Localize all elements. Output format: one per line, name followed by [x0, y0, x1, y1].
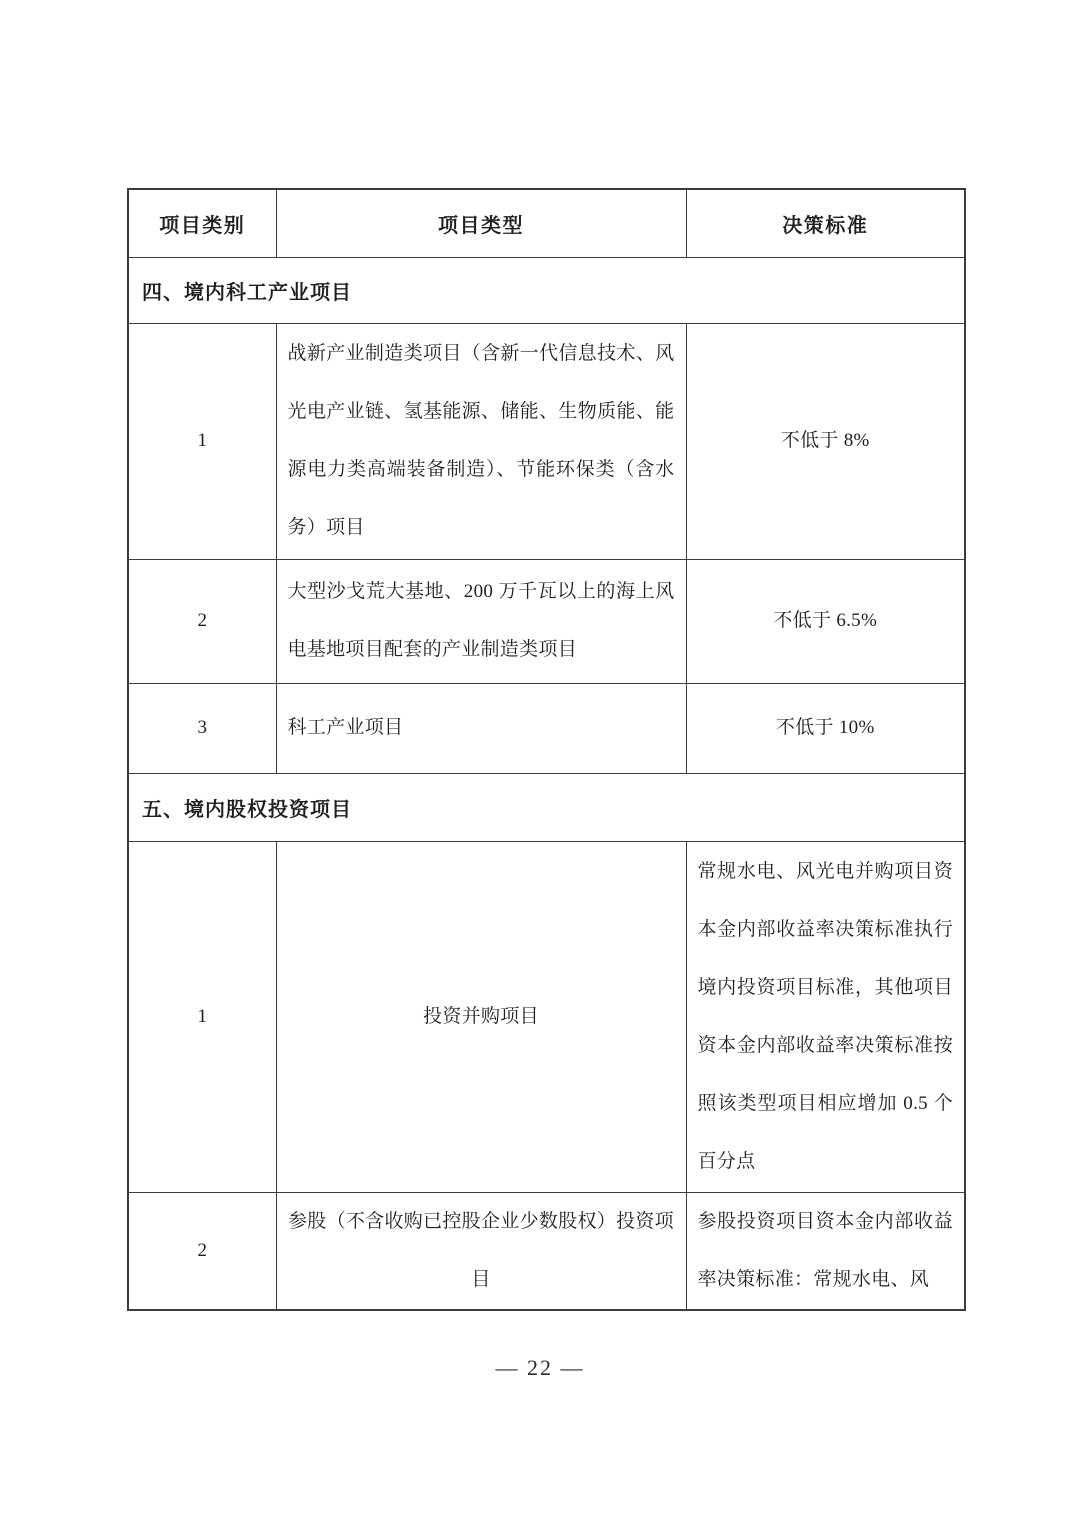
section-header-domestic-equity [128, 773, 965, 841]
table-row [128, 683, 965, 773]
page-number: — 22 — [495, 1355, 585, 1380]
project-type-cell [276, 1192, 686, 1310]
col-header-project-type: 项目类型 [276, 189, 686, 257]
decision-standard-cell [686, 1192, 965, 1310]
table-row [128, 841, 965, 1192]
section-title: 四、境内科工产业项目 [128, 257, 965, 323]
decision-standard-cell [686, 323, 965, 559]
project-type-text: 参股（不含收购已控股企业少数股权）投资项目 [287, 1210, 674, 1290]
table-row [128, 559, 965, 683]
project-type-cell [276, 559, 686, 683]
project-type-text: 战新产业制造类项目（含新一代信息技术、风光电产业链、氢基能源、储能、生物质能、能源电力类高端装备制造）、节能环保类（含水务）项目 [287, 343, 675, 538]
row-number: 2 [128, 559, 276, 683]
project-type-cell [276, 323, 686, 559]
table-row [128, 323, 965, 559]
decision-standards-table [127, 188, 966, 1311]
decision-standard-text: 参股投资项目资本金内部收益率决策标准：常规水电、风 [697, 1210, 953, 1290]
row-number: 3 [128, 683, 276, 773]
table-row [128, 1192, 965, 1310]
row-number: 1 [128, 841, 276, 1192]
col-header-project-category: 项目类别 [128, 189, 276, 257]
project-type-text: 投资并购项目 [423, 1005, 539, 1027]
project-type-text: 科工产业项目 [287, 717, 404, 738]
table-header-row [128, 189, 965, 257]
decision-standard-cell [686, 559, 965, 683]
project-type-cell [276, 841, 686, 1192]
decision-standard-text: 常规水电、风光电并购项目资本金内部收益率决策标准执行境内投资项目标准，其他项目资本金内部收益率决策标准按照该类型项目相应增加 0.5 个百分点 [697, 860, 953, 1172]
decision-standard-cell [686, 841, 965, 1192]
section-header-domestic-industry [128, 257, 965, 323]
project-type-text: 大型沙戈荒大基地、200 万千瓦以上的海上风电基地项目配套的产业制造类项目 [287, 581, 675, 660]
decision-standard-text: 不低于 8% [780, 430, 870, 451]
decision-standard-text: 不低于 10% [775, 717, 875, 738]
decision-standard-text: 不低于 6.5% [773, 610, 878, 631]
row-number: 2 [128, 1192, 276, 1310]
decision-standard-cell [686, 683, 965, 773]
col-header-decision-standard: 决策标准 [686, 189, 965, 257]
row-number: 1 [128, 323, 276, 559]
project-type-cell [276, 683, 686, 773]
section-title: 五、境内股权投资项目 [128, 773, 965, 841]
